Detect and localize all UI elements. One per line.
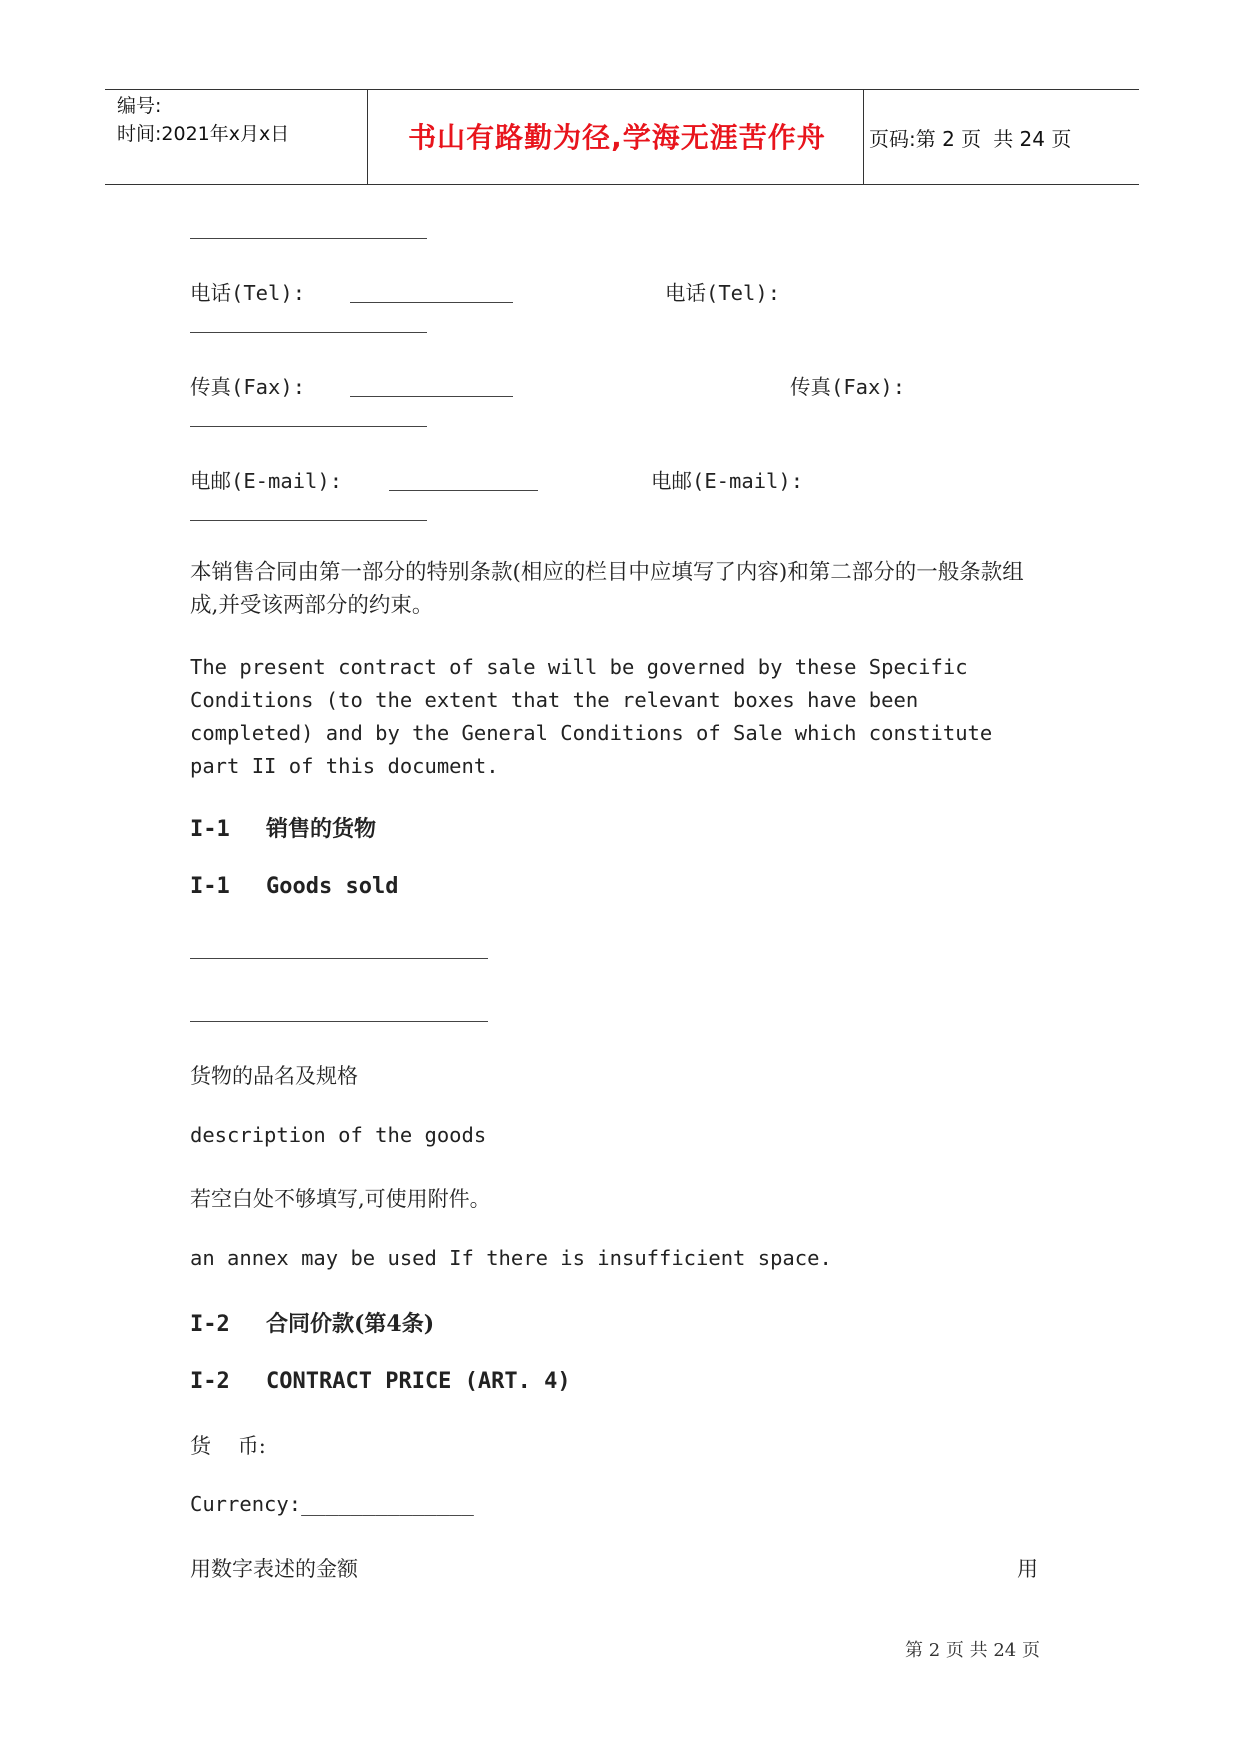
tel-label-right: 电话(Tel):	[665, 281, 781, 305]
fax-field-right	[790, 370, 905, 400]
header-divider	[367, 90, 368, 184]
intro-paragraph-cn: 本销售合同由第一部分的特别条款(相应的栏目中应填写了内容)和第二部分的一般条款组成,并受该两部分的约束。	[190, 560, 1024, 618]
tel-field-left	[190, 276, 305, 306]
page-header	[105, 89, 1139, 185]
email-input-blank	[389, 490, 538, 491]
blank-line	[190, 426, 427, 427]
blank-line	[190, 238, 427, 239]
currency-label-en: Currency:______________	[190, 1492, 474, 1516]
section-number: I-2	[190, 1312, 230, 1337]
section-title: 合同价款(第4条)	[266, 1311, 435, 1337]
document-number-label: 编号:	[117, 95, 162, 117]
section-heading-en	[190, 1369, 571, 1394]
fax-input-blank	[350, 396, 513, 397]
fax-field-left	[190, 370, 305, 400]
goods-blank-line	[190, 1021, 488, 1022]
header-page-info	[869, 123, 1071, 152]
tel-field-right	[665, 276, 780, 306]
document-date-label: 时间:2021年x月x日	[117, 123, 290, 145]
annex-note-en: an annex may be used If there is insufficient space.	[190, 1246, 832, 1270]
fax-label: 传真(Fax):	[190, 375, 306, 399]
amount-label-cn: 用数字表述的金额	[190, 1557, 358, 1581]
section-number: I-2	[190, 1369, 230, 1394]
section-heading-en	[190, 874, 398, 899]
tel-input-blank	[350, 302, 513, 303]
page-total-label: 共 24 页	[993, 127, 1072, 151]
amount-label-cn-right: 用	[1017, 1557, 1038, 1581]
email-field-right	[651, 464, 803, 494]
goods-description-cn: 货物的品名及规格	[190, 1064, 358, 1088]
section-title: CONTRACT PRICE (ART. 4)	[266, 1369, 571, 1394]
page-number-label: 页码:第 2 页	[869, 127, 982, 151]
section-title: Goods sold	[266, 874, 399, 899]
blank-line	[190, 520, 427, 521]
tel-label: 电话(Tel):	[190, 281, 306, 305]
page-footer: 第 2 页 共 24 页	[905, 1640, 1040, 1661]
section-title: 销售的货物	[266, 816, 377, 842]
header-motto: 书山有路勤为径,学海无涯苦作舟	[408, 121, 826, 154]
goods-description-en: description of the goods	[190, 1123, 487, 1147]
blank-line	[190, 332, 427, 333]
section-number: I-1	[190, 817, 230, 842]
fax-label-right: 传真(Fax):	[790, 375, 906, 399]
header-meta	[117, 92, 289, 148]
intro-paragraph-en: The present contract of sale will be governed by these Specific Conditions (to the extent that the relevant boxes have been completed) and by the General Conditions of Sale which constitute part II of this document.	[190, 655, 993, 778]
email-label: 电邮(E-mail):	[190, 469, 343, 493]
section-number: I-1	[190, 874, 230, 899]
currency-label-cn: 货 币:	[190, 1434, 266, 1458]
section-heading-cn	[190, 812, 376, 843]
section-heading-cn	[190, 1307, 434, 1338]
annex-note-cn: 若空白处不够填写,可使用附件。	[190, 1187, 491, 1211]
goods-blank-line	[190, 958, 488, 959]
header-divider	[863, 90, 864, 184]
email-field-left	[190, 464, 342, 494]
email-label-right: 电邮(E-mail):	[651, 469, 804, 493]
